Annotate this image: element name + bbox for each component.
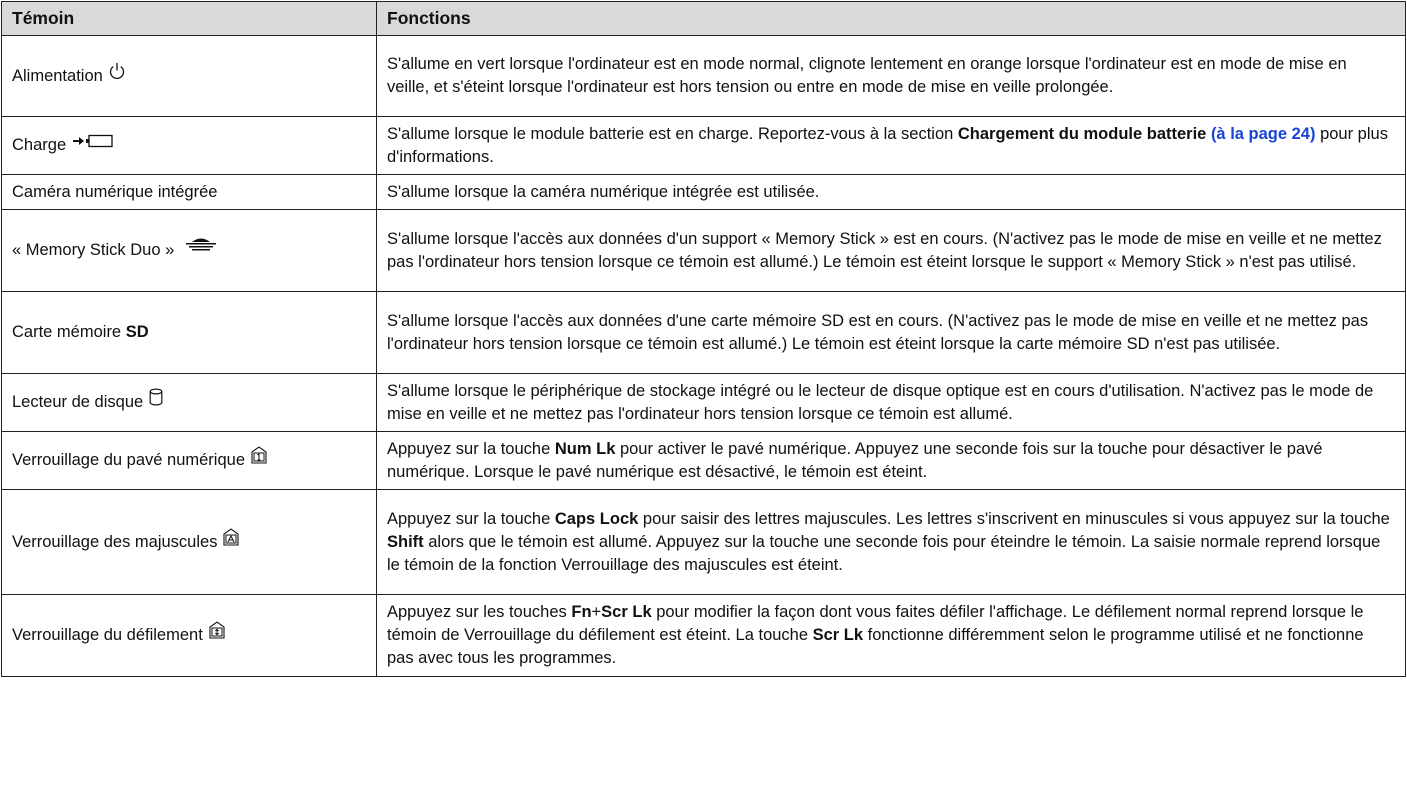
key-name: Scr Lk <box>812 626 864 644</box>
table-row <box>2 292 1406 374</box>
function-text: fonctionne différemment selon le programme utilisé et ne fonctionne pas avec tous les programmes. <box>387 626 1364 667</box>
function-cell <box>377 292 1406 374</box>
function-text: S'allume lorsque le périphérique de stockage intégré ou le lecteur de disque optique est en cours d'utilisation. N'activez pas le mode de mise en veille et ne mettez pas l'ordinateur hors tension lorsque ce témoin est allumé. <box>387 381 1374 423</box>
indicator-label: Verrouillage des majuscules <box>12 532 218 551</box>
function-cell <box>377 374 1406 432</box>
function-text: S'allume lorsque la caméra numérique intégrée est utilisée. <box>387 182 820 201</box>
function-text: Appuyez sur les touches <box>387 603 572 621</box>
function-text: alors que le témoin est allumé. Appuyez sur la touche une seconde fois pour éteindre le témoin. La saisie normale reprend lorsque le témoin de la fonction Verrouillage des majuscules est éteint. <box>387 532 1381 574</box>
indicator-label: Alimentation <box>12 66 103 85</box>
table-row <box>2 432 1406 490</box>
indicator-cell <box>2 432 377 490</box>
indicator-cell <box>2 292 377 374</box>
caps-lock-icon <box>223 528 239 553</box>
indicator-cell <box>2 36 377 117</box>
indicator-label: « Memory Stick Duo » <box>12 240 175 259</box>
indicator-cell <box>2 175 377 210</box>
key-name: Scr Lk <box>601 603 652 621</box>
indicator-label: Verrouillage du pavé numérique <box>12 450 245 469</box>
table-header-row <box>2 2 1406 36</box>
header-temoin: Témoin <box>2 2 377 36</box>
table-row <box>2 36 1406 117</box>
battery-charge-icon <box>72 132 114 155</box>
memory-stick-icon <box>186 236 216 261</box>
function-text: Appuyez sur la touche <box>387 439 555 458</box>
indicator-cell <box>2 374 377 432</box>
power-icon <box>109 62 125 87</box>
function-text: pour modifier la façon dont vous faites défiler l'affichage. Le défilement normal reprend lorsque le témoin de Verrouillage du défilement est éteint. La touche <box>387 603 1364 644</box>
page-link[interactable]: (à la page 24) <box>1210 124 1316 143</box>
function-text: pour activer le pavé numérique. Appuyez une seconde fois sur la touche pour désactiver le pavé numérique. Lorsque le pavé numérique est désactivé, le témoin est éteint. <box>387 439 1323 481</box>
function-text: S'allume lorsque l'accès aux données d'une carte mémoire SD est en cours. (N'activez pas le mode de mise en veille et ne mettez pas l'ordinateur hors tension lorsque ce témoin est allumé.) Le témoin est éteint lorsque la carte mémoire SD n'est pas utilisée. <box>387 311 1369 353</box>
scroll-lock-icon <box>209 621 225 646</box>
function-cell <box>377 595 1406 677</box>
indicator-cell <box>2 595 377 677</box>
function-cell <box>377 432 1406 490</box>
function-text: S'allume lorsque le module batterie est en charge. Reportez-vous à la section <box>387 124 958 143</box>
header-fonctions: Fonctions <box>377 2 1406 36</box>
table-row <box>2 210 1406 292</box>
function-cell <box>377 36 1406 117</box>
section-name: Chargement du module batterie <box>957 124 1207 143</box>
key-name: Caps Lock <box>554 509 639 528</box>
function-text: pour plus d'informations. <box>387 124 1388 166</box>
disk-drive-icon <box>149 388 163 413</box>
indicator-label-bold: SD <box>125 323 149 341</box>
indicator-label: Lecteur de disque <box>12 392 144 411</box>
table-row <box>2 374 1406 432</box>
indicator-table <box>1 1 1406 677</box>
table-row <box>2 175 1406 210</box>
function-cell <box>377 490 1406 595</box>
key-name: Shift <box>387 532 424 551</box>
function-cell <box>377 117 1406 175</box>
indicator-cell <box>2 210 377 292</box>
num-lock-icon <box>251 446 267 471</box>
function-text: S'allume lorsque l'accès aux données d'un support « Memory Stick » est en cours. (N'activez pas le mode de mise en veille et ne mettez pas l'ordinateur hors tension lorsque ce témoin est allumé.) Le témoin est éteint lorsque le support « Memory Stick » n'est pas utilisé. <box>387 229 1382 271</box>
table-row <box>2 595 1406 677</box>
function-cell <box>377 175 1406 210</box>
indicator-label: Carte mémoire <box>12 323 126 341</box>
key-name: Fn <box>571 603 592 621</box>
indicator-cell <box>2 117 377 175</box>
function-text: S'allume en vert lorsque l'ordinateur est en mode normal, clignote lentement en orange lorsque l'ordinateur est en mode de mise en veille, et s'éteint lorsque l'ordinateur est hors tension ou entre en mode de mise en veille prolongée. <box>387 55 1347 96</box>
function-text: + <box>591 603 602 621</box>
indicator-label: Charge <box>12 135 67 154</box>
table-row <box>2 490 1406 595</box>
function-text: Appuyez sur la touche <box>387 509 555 528</box>
key-name: Num Lk <box>554 439 616 458</box>
function-text: pour saisir des lettres majuscules. Les lettres s'inscrivent en minuscules si vous appuyez sur la touche <box>638 509 1390 528</box>
function-cell <box>377 210 1406 292</box>
table-row <box>2 117 1406 175</box>
indicator-label: Verrouillage du défilement <box>12 625 203 644</box>
indicator-cell <box>2 490 377 595</box>
indicator-label: Caméra numérique intégrée <box>12 182 218 201</box>
